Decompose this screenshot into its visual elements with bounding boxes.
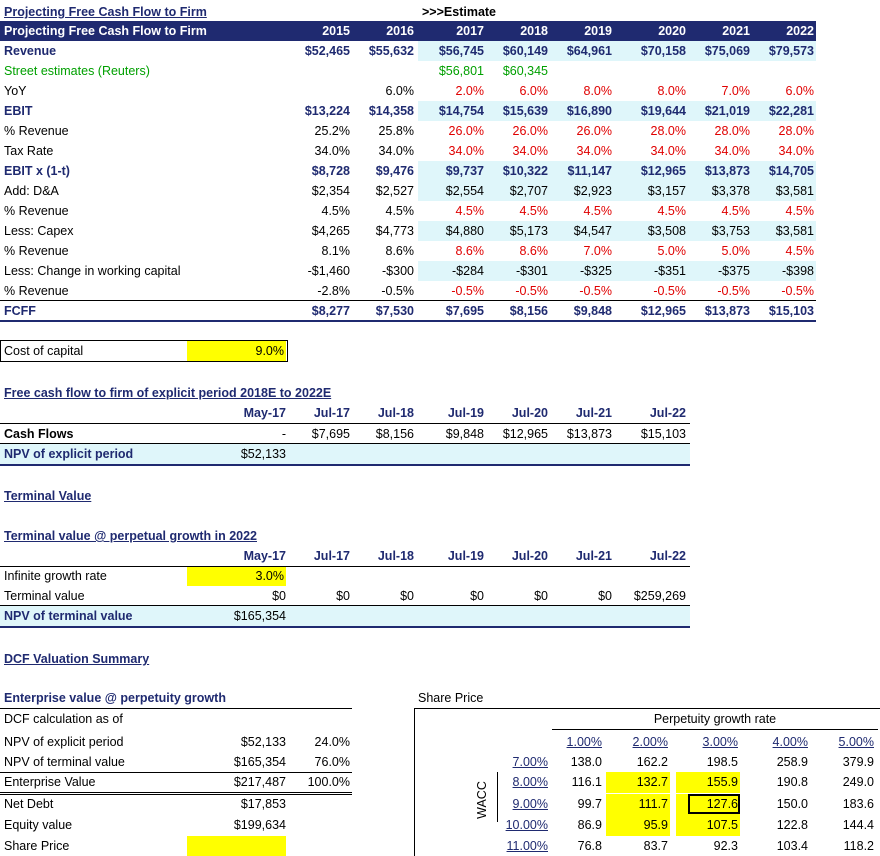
fcf-cell: 2.0% [455,84,484,98]
fcf-cell: 8.1% [321,244,350,258]
cash-flow-cell: $15,103 [640,427,686,441]
date-header: May-17 [243,406,286,420]
share-price-title: Share Price [418,691,484,705]
ev-row-value: $199,634 [233,818,286,832]
fcf-cell: $16,890 [566,104,612,118]
estimate-label: >>>Estimate [422,5,497,19]
fcf-cell: $2,923 [573,184,612,198]
terminal-value-cell: $0 [272,589,286,603]
fcf-cell: -0.5% [515,284,548,298]
sensitivity-cell: 132.7 [636,775,668,789]
fcf-cell: -$325 [580,264,612,278]
fcf-cell: $13,873 [704,304,750,318]
fcf-row-label: FCFF [4,304,36,318]
ev-row-value: $165,354 [233,755,286,769]
growth-rate-header: 4.00% [772,735,808,749]
fcf-cell: 4.5% [519,204,548,218]
date-header: Jul-20 [511,549,548,563]
cash-flow-cell: $13,873 [566,427,612,441]
fcf-cell: -$284 [452,264,484,278]
fcf-cell: $9,476 [375,164,414,178]
year-header: 2016 [386,24,414,38]
fcf-cell: 5.0% [657,244,686,258]
fcf-cell: $19,644 [640,104,686,118]
fcf-cell: $14,754 [438,104,484,118]
fcf-cell: -$398 [782,264,814,278]
fcf-cell: $9,737 [445,164,484,178]
fcf-cell: $75,069 [704,44,750,58]
sensitivity-cell: 111.7 [638,797,668,811]
fcf-cell: -$375 [718,264,750,278]
fcf-row-label: Less: Capex [4,224,74,238]
fcf-cell: $2,707 [509,184,548,198]
fcf-cell: 4.5% [721,204,750,218]
terminal-value-cell: $0 [336,589,350,603]
date-header: Jul-22 [649,549,686,563]
fcf-cell: $13,224 [304,104,350,118]
ev-row-value: $217,487 [233,775,286,789]
fcf-cell: 28.0% [714,124,750,138]
sensitivity-cell: 99.7 [577,797,602,811]
fcf-cell: 4.5% [785,244,814,258]
fcf-cell: $5,173 [509,224,548,238]
fcf-cell: $10,322 [502,164,548,178]
fcf-cell: 25.8% [378,124,414,138]
fcf-cell: -0.5% [717,284,750,298]
sensitivity-cell: 86.9 [577,818,602,832]
fcf-row-label: Revenue [4,44,57,58]
year-header: 2018 [520,24,548,38]
fcf-cell: 4.5% [657,204,686,218]
sensitivity-cell: 155.9 [706,775,738,789]
fcf-cell: $12,965 [640,164,686,178]
cash-flows-label: Cash Flows [4,427,74,441]
ev-row-label: NPV of explicit period [4,735,124,749]
cost-of-capital-label: Cost of capital [4,344,84,358]
fcf-cell: $13,873 [704,164,750,178]
wacc-rate-label: 11.00% [506,839,548,853]
fcf-cell: $7,530 [375,304,414,318]
cash-flow-cell: $12,965 [502,427,548,441]
fcf-cell: 26.0% [512,124,548,138]
fcf-cell: $12,965 [640,304,686,318]
fcf-cell: 7.0% [583,244,612,258]
fcf-cell: 4.5% [583,204,612,218]
fcf-cell: $3,753 [711,224,750,238]
fcf-cell: 34.0% [448,144,484,158]
wacc-rate-label: 10.00% [505,818,548,832]
sensitivity-cell: 92.3 [713,839,738,853]
terminal-value-cell: $0 [470,589,484,603]
sensitivity-cell: 258.9 [776,755,808,769]
fcf-cell: 25.2% [314,124,350,138]
fcf-cell: 34.0% [378,144,414,158]
fcf-cell: 6.0% [519,84,548,98]
ev-row-label: NPV of terminal value [4,755,125,769]
cash-flow-cell: - [281,427,286,441]
fcf-row-label: Tax Rate [4,144,54,158]
sensitivity-cell: 122.8 [776,818,808,832]
terminal-title: Terminal value @ perpetual growth in 2022 [4,529,257,543]
fcf-cell: 26.0% [576,124,612,138]
ev-row-label: Net Debt [4,797,54,811]
fcf-cell: $3,508 [647,224,686,238]
cost-of-capital-value[interactable]: 9.0% [255,344,284,358]
sensitivity-cell: 76.8 [577,839,602,853]
sensitivity-cell: 249.0 [842,775,874,789]
sensitivity-cell: 118.2 [843,839,874,853]
growth-value[interactable]: 3.0% [255,569,284,583]
date-header: Jul-21 [575,549,612,563]
date-header: Jul-22 [649,406,686,420]
terminal-heading: Terminal Value [4,489,92,503]
fcf-cell: $8,728 [311,164,350,178]
fcf-cell: $4,880 [445,224,484,238]
date-header: Jul-18 [377,549,414,563]
fcf-cell: -0.5% [781,284,814,298]
fcf-cell: $60,149 [502,44,548,58]
date-header: Jul-17 [313,549,350,563]
fcf-cell: $3,157 [647,184,686,198]
fcf-cell: -0.5% [381,284,414,298]
fcf-cell: $56,801 [438,64,484,78]
fcf-cell: 28.0% [778,124,814,138]
npv-explicit-label: NPV of explicit period [4,447,134,461]
cash-flow-cell: $7,695 [311,427,350,441]
fcf-cell: 8.6% [519,244,548,258]
fcf-row-label: YoY [4,84,27,98]
wacc-rate-label: 8.00% [512,775,548,789]
fcf-cell: -$300 [382,264,414,278]
year-header: 2021 [722,24,750,38]
fcf-cell: $3,378 [711,184,750,198]
fcf-cell: -$301 [516,264,548,278]
sensitivity-cell: 127.6 [706,797,738,811]
growth-rate-header: 3.00% [702,735,738,749]
fcf-cell: 7.0% [721,84,750,98]
ev-row-pct: 76.0% [314,755,350,769]
growth-rate-header: 2.00% [632,735,668,749]
ev-row-pct: 24.0% [314,735,350,749]
fcf-cell: $14,358 [368,104,414,118]
growth-rate-header: 5.00% [838,735,874,749]
cash-flow-cell: $8,156 [375,427,414,441]
fcf-cell: 8.0% [657,84,686,98]
fcf-cell: $64,961 [566,44,612,58]
terminal-value-cell: $0 [534,589,548,603]
fcf-title: Projecting Free Cash Flow to Firm [4,5,207,19]
ev-row-value: $52,133 [240,735,286,749]
year-header: 2020 [658,24,686,38]
cash-flow-cell: $9,848 [445,427,484,441]
fcf-cell: 6.0% [385,84,414,98]
fcf-cell: $55,632 [368,44,414,58]
fcf-row-label: Add: D&A [4,184,59,198]
growth-label: Infinite growth rate [4,569,107,583]
fcf-row-label: Street estimates (Reuters) [4,64,150,78]
fcf-row-label: EBIT [4,104,33,118]
fcf-header-label: Projecting Free Cash Flow to Firm [4,24,207,38]
fcf-cell: $79,573 [768,44,814,58]
fcf-cell: $8,277 [311,304,350,318]
fcf-cell: 4.5% [385,204,414,218]
fcf-cell: $11,147 [567,164,612,178]
fcf-cell: 34.0% [778,144,814,158]
fcf-cell: $56,745 [438,44,484,58]
fcf-row-label: % Revenue [4,244,69,258]
growth-rate-header: 1.00% [566,735,602,749]
fcf-cell: 34.0% [576,144,612,158]
terminal-value-cell: $0 [400,589,414,603]
ev-row-label: Enterprise Value [4,775,96,789]
fcf-cell: $15,639 [502,104,548,118]
year-header: 2019 [584,24,612,38]
fcf-cell: -0.5% [579,284,612,298]
fcf-cell: $60,345 [502,64,548,78]
sensitivity-cell: 190.8 [776,775,808,789]
fcf-header-bar [0,21,816,41]
fcf-cell: $7,695 [445,304,484,318]
fcf-cell: $9,848 [573,304,612,318]
fcf-cell: $22,281 [768,104,814,118]
ev-row-label: Equity value [4,818,73,832]
fcf-cell: 8.6% [455,244,484,258]
npv-terminal-value: $165,354 [233,609,286,623]
dcf-asof-label: DCF calculation as of [4,712,123,726]
fcf-cell: $2,354 [311,184,350,198]
fcf-cell: 5.0% [721,244,750,258]
fcf-cell: 6.0% [785,84,814,98]
terminal-value-cell: $259,269 [633,589,686,603]
fcf-cell: $3,581 [775,184,814,198]
fcf-cell: $2,527 [375,184,414,198]
ev-row-pct: 100.0% [307,775,350,789]
sensitivity-cell: 103.4 [776,839,808,853]
ev-row-value: $17,853 [240,797,286,811]
fcf-cell: 4.5% [455,204,484,218]
year-header: 2022 [786,24,814,38]
fcf-cell: 26.0% [448,124,484,138]
fcf-cell: $2,554 [445,184,484,198]
fcf-cell: -$351 [654,264,686,278]
fcf-cell: $4,547 [573,224,612,238]
explicit-title: Free cash flow to firm of explicit period 2018E to 2022E [4,386,332,400]
sensitivity-cell: 183.6 [842,797,874,811]
sensitivity-cell: 144.4 [842,818,874,832]
year-header: 2015 [322,24,350,38]
fcf-cell: 4.5% [785,204,814,218]
date-header: Jul-17 [313,406,350,420]
fcf-cell: $21,019 [704,104,750,118]
fcf-cell: 4.5% [321,204,350,218]
fcf-cell: 8.0% [583,84,612,98]
fcf-cell: 28.0% [650,124,686,138]
fcf-cell: $3,581 [775,224,814,238]
base-case-outline [688,794,740,814]
date-header: Jul-21 [575,406,612,420]
fcf-cell: -$1,460 [307,264,350,278]
date-header: Jul-18 [377,406,414,420]
fcf-cell: $52,465 [304,44,350,58]
fcf-cell: $4,265 [311,224,350,238]
fcf-cell: -2.8% [317,284,350,298]
year-header: 2017 [456,24,484,38]
fcf-cell: 34.0% [314,144,350,158]
wacc-rate-label: 7.00% [512,755,548,769]
fcf-cell: $70,158 [640,44,686,58]
sensitivity-cell: 116.1 [571,775,602,789]
tv-label: Terminal value [4,589,85,603]
fcf-cell: -0.5% [451,284,484,298]
sensitivity-cell: 138.0 [570,755,602,769]
npv-explicit-value: $52,133 [240,447,286,461]
growth-header: Perpetuity growth rate [653,712,777,726]
sensitivity-cell: 95.9 [643,818,668,832]
sensitivity-cell: 83.7 [643,839,668,853]
date-header: May-17 [243,549,286,563]
fcf-row-label: EBIT x (1-t) [4,164,70,178]
fcf-cell: -0.5% [653,284,686,298]
fcf-cell: 8.6% [385,244,414,258]
wacc-rate-label: 9.00% [512,797,548,811]
terminal-value-cell: $0 [598,589,612,603]
date-header: Jul-20 [511,406,548,420]
sensitivity-cell: 162.2 [636,755,668,769]
sensitivity-cell: 107.5 [706,818,738,832]
sensitivity-cell: 198.5 [706,755,738,769]
ev-title: Enterprise value @ perpetuity growth [4,691,226,705]
npv-terminal-label: NPV of terminal value [4,609,133,623]
summary-heading: DCF Valuation Summary [4,652,150,666]
fcf-row-label: % Revenue [4,124,69,138]
fcf-row-label: Less: Change in working capital [4,264,181,278]
fcf-cell: $15,103 [768,304,814,318]
date-header: Jul-19 [447,406,484,420]
date-header: Jul-19 [447,549,484,563]
sensitivity-cell: 150.0 [776,797,808,811]
fcf-cell: 34.0% [714,144,750,158]
fcf-cell: $4,773 [375,224,414,238]
fcf-row-label: % Revenue [4,284,69,298]
fcf-cell: $8,156 [509,304,548,318]
ev-row-label: Share Price [4,839,70,853]
sensitivity-cell: 379.9 [842,755,874,769]
fcf-row-label: % Revenue [4,204,69,218]
fcf-cell: 34.0% [650,144,686,158]
wacc-label: WACC [475,781,489,819]
fcf-cell: $14,705 [768,164,814,178]
fcf-cell: 34.0% [512,144,548,158]
